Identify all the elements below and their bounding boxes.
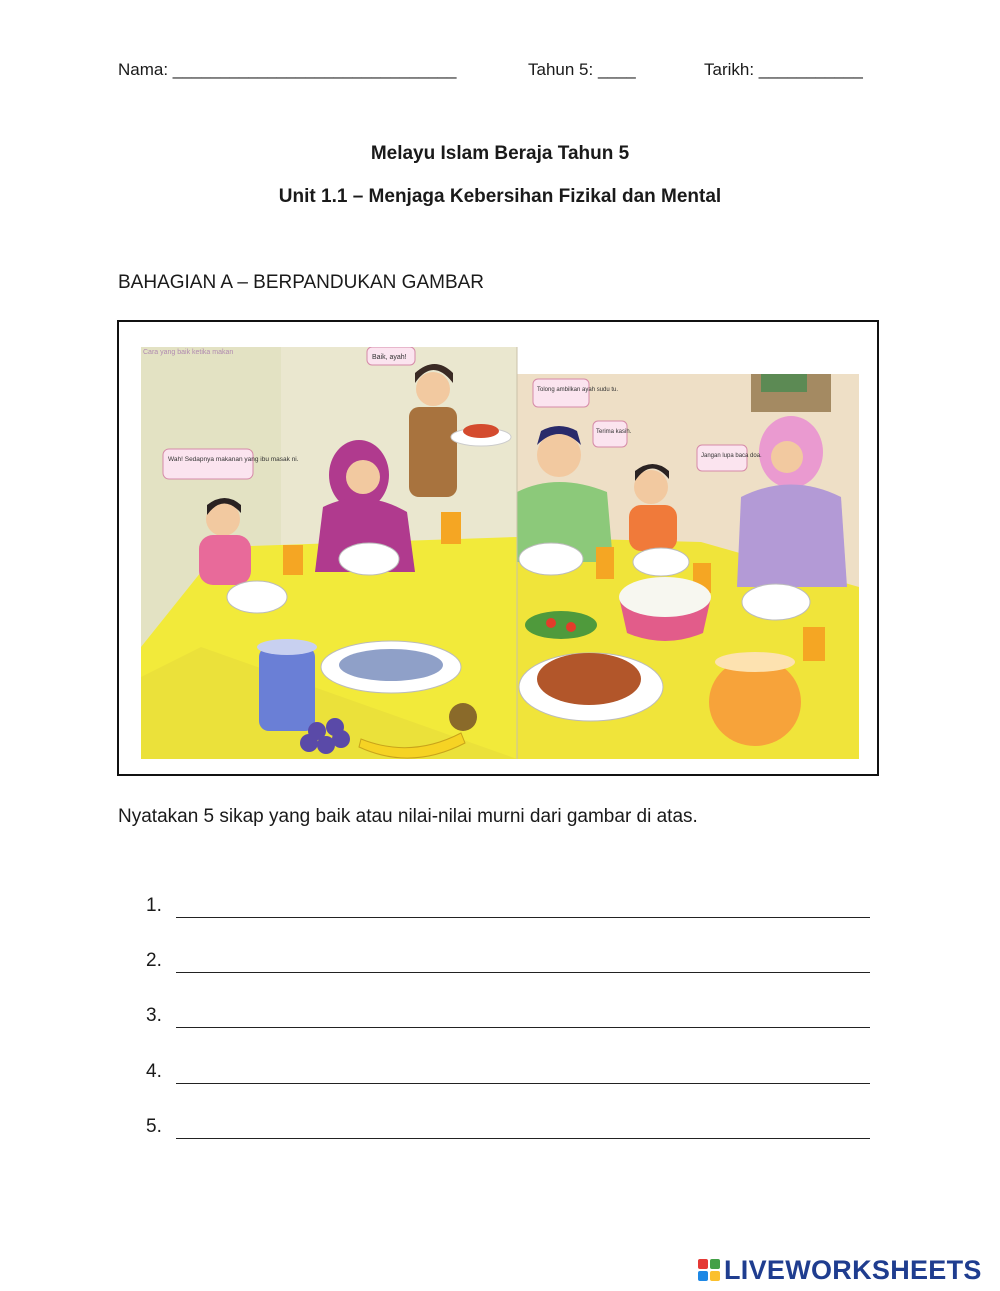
young-man-body xyxy=(409,407,457,497)
plate xyxy=(519,543,583,575)
young-man-head xyxy=(416,372,450,406)
svg-text:Wah! Sedapnya makanan yang ibu: Wah! Sedapnya makanan yang ibu masak ni. xyxy=(168,456,299,463)
plate xyxy=(633,548,689,576)
answer-line[interactable] xyxy=(176,1083,870,1084)
plate xyxy=(742,584,810,620)
speech-bubble-young-man xyxy=(367,347,415,365)
coconut-icon xyxy=(449,703,477,731)
answer-line[interactable] xyxy=(176,1138,870,1139)
boy-left-body xyxy=(199,535,251,585)
fish-icon xyxy=(339,649,443,681)
logo-square xyxy=(710,1259,720,1269)
father-head xyxy=(537,433,581,477)
logo-square xyxy=(710,1271,720,1281)
water-jug-icon xyxy=(259,647,315,731)
worksheet-subtitle: Unit 1.1 – Menjaga Kebersihan Fizikal dan Mental xyxy=(278,186,722,207)
answer-row-2[interactable] xyxy=(146,950,870,976)
year-field[interactable]: Tahun 5: ____ xyxy=(528,60,636,79)
plate xyxy=(227,581,287,613)
speech-bubble-father-thanks xyxy=(593,421,632,447)
answer-row-1[interactable] xyxy=(146,895,870,921)
liveworksheets-logo xyxy=(698,1253,982,1287)
drink-glass xyxy=(283,545,303,575)
illustration-frame xyxy=(117,320,879,776)
salad-icon xyxy=(525,611,597,639)
plate xyxy=(339,543,399,575)
logo-square xyxy=(698,1259,708,1269)
answer-row-4[interactable] xyxy=(146,1061,870,1087)
drink-glass xyxy=(803,627,825,661)
question-text: Nyatakan 5 sikap yang baik atau nilai-nilai murni dari gambar di atas. xyxy=(118,806,698,827)
answer-number: 4. xyxy=(146,1061,162,1082)
answer-row-3[interactable] xyxy=(146,1005,870,1031)
svg-text:Jangan lupa baca doa.: Jangan lupa baca doa. xyxy=(701,453,762,459)
roast-chicken-icon xyxy=(537,653,641,705)
drink-glass xyxy=(596,547,614,579)
caption-top: Cara yang baik ketika makan xyxy=(143,349,234,356)
answer-number: 3. xyxy=(146,1005,162,1026)
answer-line[interactable] xyxy=(176,1027,870,1028)
answer-row-5[interactable] xyxy=(146,1116,870,1142)
logo-text: LIVEWORKSHEETS xyxy=(724,1254,982,1285)
svg-text:Terima kasih.: Terima kasih. xyxy=(596,429,632,435)
answer-line[interactable] xyxy=(176,917,870,918)
worksheet-title: Melayu Islam Beraja Tahun 5 xyxy=(370,143,630,164)
section-heading: BAHAGIAN A – BERPANDUKAN GAMBAR xyxy=(118,272,485,293)
answer-number: 5. xyxy=(146,1116,162,1137)
name-field[interactable]: Nama: ______________________________ xyxy=(118,60,457,79)
logo-square xyxy=(698,1271,708,1281)
svg-text:Tolong ambilkan ayah sudu tu.: Tolong ambilkan ayah sudu tu. xyxy=(537,387,619,393)
mother-right-body xyxy=(737,485,847,588)
svg-text:Baik, ayah!: Baik, ayah! xyxy=(372,354,407,361)
liveworksheets-logo-icon xyxy=(698,1259,720,1281)
answer-number: 1. xyxy=(146,895,162,916)
answer-number: 2. xyxy=(146,950,162,971)
drink-glass xyxy=(441,512,461,544)
date-field[interactable]: Tarikh: ___________ xyxy=(704,60,863,79)
family-meal-illustration xyxy=(141,347,859,759)
boy-right-body xyxy=(629,505,677,551)
answer-line[interactable] xyxy=(176,972,870,973)
